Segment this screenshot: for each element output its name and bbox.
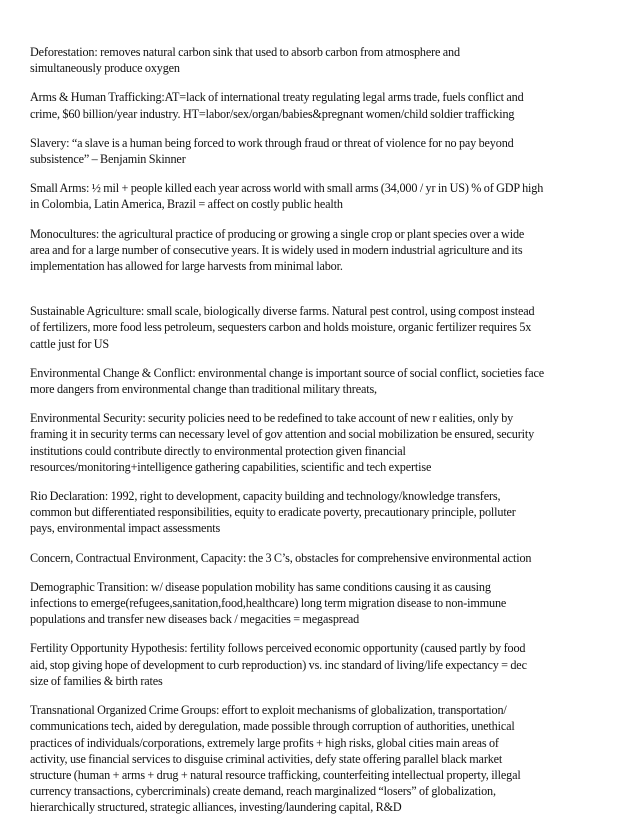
text-line: institutions could contribute directly to environmental protection given financial [30,443,406,458]
text-line: in Colombia, Latin America, Brazil = affect on costly public health [30,197,343,212]
text-line: hierarchically structured, strategic alliances, investing/laundering capital, R&D [30,800,402,815]
text-line: populations and transfer new diseases back / megacities = megaspread [30,612,360,627]
text-line: Concern, Contractual Environment, Capacity: the 3 C’s, obstacles for comprehensive environmental action [30,550,532,565]
text-line: of fertilizers, more food less petroleum, sequesters carbon and holds moisture, organic fertilizer requires 5x [30,320,532,335]
paragraph-three-cs [30,550,610,566]
text-line: cattle just for US [30,336,110,351]
paragraph-environmental-change-conflict [30,365,610,397]
text-line: crime, $60 billion/year industry. HT=labor/sex/organ/babies&pregnant women/child soldier trafficking [30,106,515,121]
text-line: activity, use financial services to disguise criminal activities, defy state offering parallel black market [30,751,503,766]
text-line: Demographic Transition: w/ disease population mobility has same conditions causing it as causing [30,579,491,594]
text-line: subsistence” – Benjamin Skinner [30,152,186,167]
text-line: Sustainable Agriculture: small scale, biologically diverse farms. Natural pest control, using compost instead [30,304,535,319]
paragraph-transnational-crime [30,702,610,815]
text-line: framing it in security terms can necessary level of gov attention and social mobilization be ensured, security [30,427,535,442]
text-line: Small Arms: ½ mil + people killed each year across world with small arms (34,000 / yr in US) % of GDP high [30,181,544,196]
text-line: communications tech, aided by deregulation, made possible through corruption of authorities, unethical [30,719,515,734]
text-line: currency transactions, cybercriminals) create demand, reach marginalized “losers” of globalization, [30,784,496,799]
text-line: pays, environmental impact assessments [30,521,221,536]
paragraph-monocultures [30,226,610,275]
document-body [30,44,610,829]
text-line: common but differentiated responsibilities, equity to eradicate poverty, precautionary principle, polluter [30,505,516,520]
text-line: Transnational Organized Crime Groups: effort to exploit mechanisms of globalization, transportation/ [30,703,507,718]
text-line: Fertility Opportunity Hypothesis: fertility follows perceived economic opportunity (caused partly by food [30,641,526,656]
text-line: Rio Declaration: 1992, right to development, capacity building and technology/knowledge transfers, [30,489,501,504]
text-line: Arms & Human Trafficking:AT=lack of international treaty regulating legal arms trade, fuels conflict and [30,90,524,105]
text-line: practices of individuals/corporations, extremely large profits + high risks, global cities main areas of [30,735,499,750]
paragraph-arms-human-trafficking [30,89,610,121]
paragraph-environmental-security [30,410,610,475]
text-line: aid, stop giving hope of development to curb reproduction) vs. inc standard of living/life expectancy = dec [30,657,527,672]
text-line: Slavery: “a slave is a human being forced to work through fraud or threat of violence for no pay beyond [30,135,514,150]
text-line: more dangers from environmental change than traditional military threats, [30,382,377,397]
paragraph-sustainable-agriculture [30,303,610,352]
paragraph-demographic-transition [30,579,610,628]
text-line: Monocultures: the agricultural practice of producing or growing a single crop or plant species over a wide [30,226,525,241]
paragraph-rio-declaration [30,488,610,537]
paragraph-small-arms [30,180,610,212]
text-line: Deforestation: removes natural carbon sink that used to absorb carbon from atmosphere and [30,45,460,59]
text-line: Environmental Change & Conflict: environmental change is important source of social conflict, societies face [30,365,545,380]
text-line: Environmental Security: security policies need to be redefined to take account of new r ealities, only by [30,411,514,426]
text-line: simultaneously produce oxygen [30,61,180,76]
text-line: resources/monitoring+intelligence gathering capabilities, scientific and tech expertise [30,459,432,474]
text-line: area and for a large number of consecutive years. It is widely used in modern industrial agriculture and its [30,242,523,257]
paragraph-deforestation [30,44,610,76]
text-line: size of families & birth rates [30,673,163,688]
text-line: structure (human + arms + drug + natural resource trafficking, counterfeiting intellectual property, illegal [30,767,521,782]
text-line: infections to emerge(refugees,sanitation,food,healthcare) long term migration disease to non-immune [30,596,507,611]
paragraph-slavery [30,135,610,167]
text-line: implementation has allowed for large harvests from minimal labor. [30,259,343,274]
paragraph-fertility-opportunity [30,640,610,689]
